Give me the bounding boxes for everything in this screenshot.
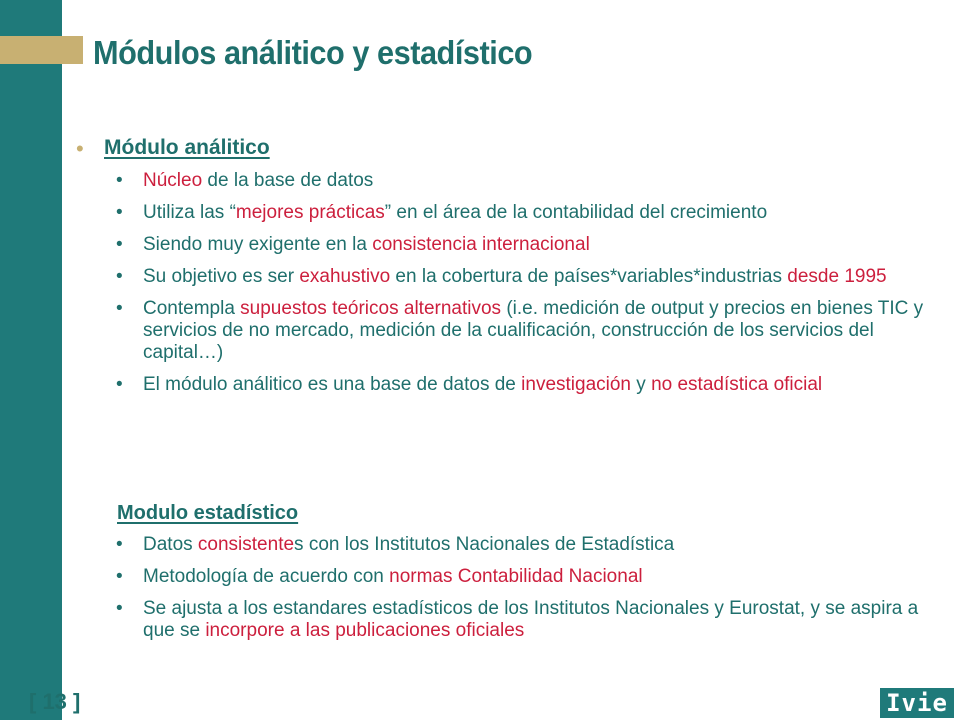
list-item (116, 534, 926, 556)
list-item (116, 234, 926, 256)
item-text: s con los Institutos Nacionales de Estadística (294, 534, 675, 555)
list-item (116, 566, 926, 588)
list-item (116, 170, 926, 192)
highlighted-text: incorpore a las publicaciones oficiales (205, 620, 525, 641)
list-item (116, 298, 926, 364)
highlighted-text: exahustivo (299, 266, 391, 287)
item-text: y (631, 374, 652, 395)
item-text: Su objetivo es ser (143, 266, 300, 287)
item-text: Contempla (143, 298, 241, 319)
highlighted-text: no estadística oficial (651, 374, 823, 395)
item-text: Metodología de acuerdo con (143, 566, 390, 587)
item-text: en la cobertura de países*variables*industrias (390, 266, 788, 287)
slide-title: Módulos análitico y estadístico (93, 34, 533, 71)
highlighted-text: normas Contabilidad Nacional (389, 566, 643, 587)
highlighted-text: Núcleo (143, 170, 203, 191)
page-number: [ 13 ] (29, 689, 81, 714)
item-text: ” en el área de la contabilidad del crecimiento (384, 202, 768, 223)
highlighted-text: supuestos teóricos alternativos (240, 298, 502, 319)
ivie-logo: Ivie (880, 688, 954, 718)
estadistico-list (116, 534, 926, 642)
estadistico-heading: Modulo estadístico (117, 502, 299, 524)
highlighted-text: consistencia internacional (372, 234, 590, 255)
highlighted-text: investigación (521, 374, 631, 395)
item-text: (i.e. medición de output y precios en bienes TIC y servicios de no mercado, medición de la cualificación, construcción de los servicios del capital…) (143, 298, 924, 363)
list-item (116, 374, 926, 396)
left-sidebar-band (0, 0, 62, 720)
list-item (116, 266, 926, 288)
item-text: Datos (143, 534, 198, 555)
list-item (116, 202, 926, 224)
list-item (116, 598, 926, 642)
item-text: El módulo análitico es una base de datos de (143, 374, 522, 395)
analitico-heading: Módulo análitico (104, 136, 270, 159)
analitico-list (116, 170, 926, 396)
item-text: Utiliza las “ (143, 202, 236, 223)
highlighted-text: consistente (197, 534, 295, 555)
title-accent-bar (0, 36, 83, 64)
highlighted-text: desde 1995 (787, 266, 887, 287)
item-text: Siendo muy exigente en la (143, 234, 373, 255)
highlighted-text: mejores prácticas (235, 202, 385, 223)
item-text: Se ajusta a los estandares estadísticos de los Institutos Nacionales y Eurostat, y se aspira a que se (143, 598, 919, 641)
item-text: de la base de datos (202, 170, 374, 191)
bullet-icon: • (76, 136, 84, 161)
